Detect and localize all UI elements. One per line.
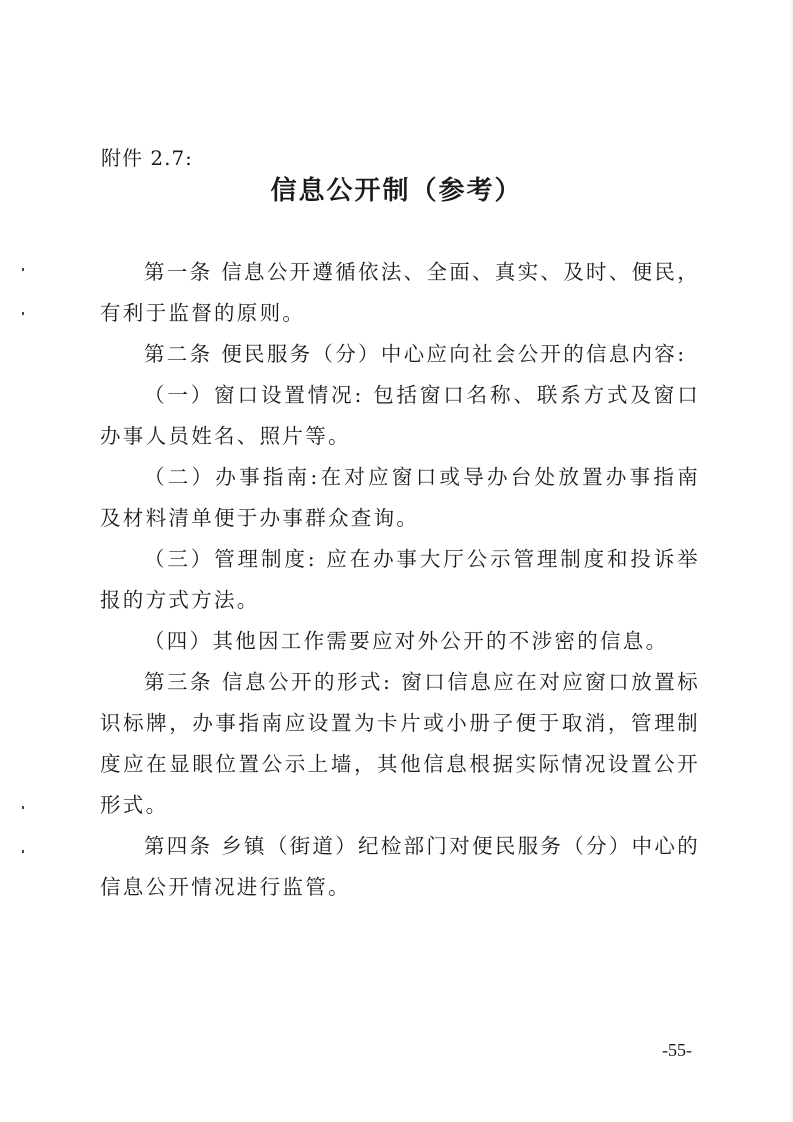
paragraph-article-1: 第一条 信息公开遵循依法、全面、真实、及时、便民，有利于监督的原则。: [100, 260, 701, 325]
page-number: -55-: [662, 1040, 692, 1060]
binding-mark: [22, 850, 24, 853]
paragraph-article-4: 第四条 乡镇（街道）纪检部门对便民服务（分）中心的信息公开情况进行监管。: [100, 834, 701, 899]
document-title: 信息公开制（参考）: [270, 176, 523, 206]
scan-edge: [789, 0, 793, 1122]
paragraph-item-2: （二）办事指南:在对应窗口或导办台处放置办事指南及材料清单便于办事群众查询。: [100, 465, 700, 530]
paragraph-item-4: （四）其他因工作需要应对外公开的不涉密的信息。: [144, 629, 669, 653]
attachment-label: 附件 2.7:: [101, 146, 193, 170]
binding-mark: [22, 806, 24, 809]
paragraph-article-2: 第二条 便民服务（分）中心应向社会公开的信息内容:: [144, 342, 687, 366]
document-body: [100, 252, 700, 908]
paragraph-item-3: （三）管理制度: 应在办事大厅公示管理制度和投诉举报的方式方法。: [100, 547, 700, 612]
binding-mark: [22, 312, 24, 315]
paragraph-article-3: 第三条 信息公开的形式: 窗口信息应在对应窗口放置标识标牌，办事指南应设置为卡片或小册子便于取消，管理制度应在显眼位置公示上墙，其他信息根据实际情况设置公开形式。: [100, 670, 700, 817]
binding-mark: [22, 268, 24, 271]
paragraph-item-1: （一）窗口设置情况: 包括窗口名称、联系方式及窗口办事人员姓名、照片等。: [100, 383, 700, 448]
